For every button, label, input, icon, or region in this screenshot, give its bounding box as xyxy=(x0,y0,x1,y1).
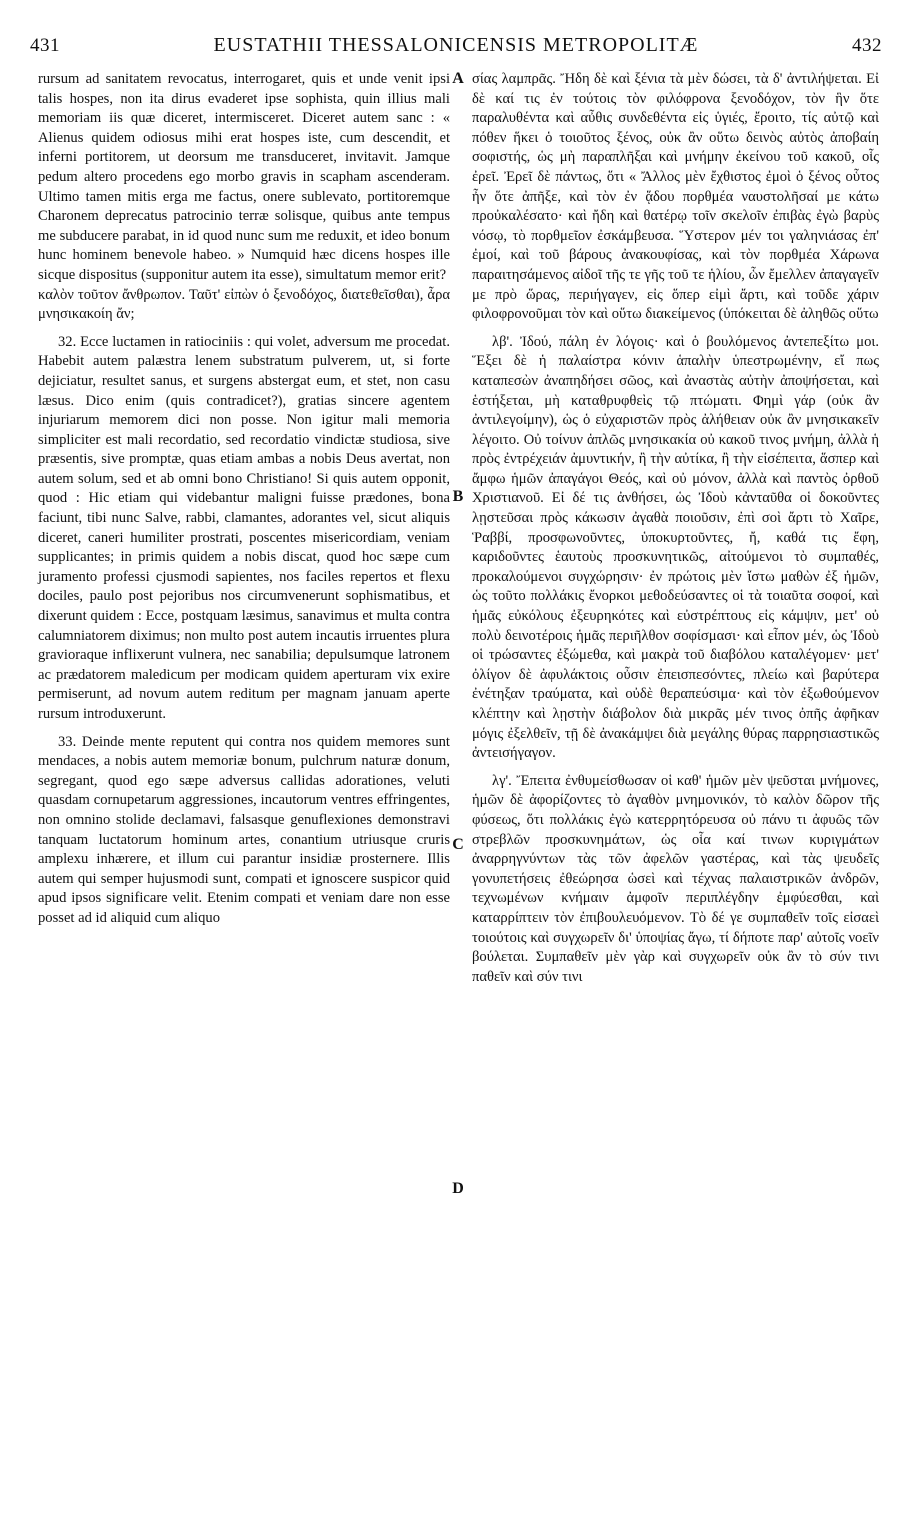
greek-paragraph-33: λγ'. Ἔπειτα ἐνθυμείσθωσαν οἱ καθ' ἡμῶν μὲν ψεῦσται μνήμονες, ἡμῶν δὲ ἀφορίζοντες τὸ ἀγαθὸν μνημονικόν, τὸ καλὸν δῶρον τῆς φύσεως, ὅτι πολλάκις ἐγὼ κατερρητόρευσα οὐ πάνυ τι ἀφυῶς τῶν στρεβλῶν προσκυνημάτων, ὡς οἷα καί τινων κυριγμάτων ἀναρρηγνύντων τὰς τῶν ἀφελῶν γαστέρας, καὶ τὰς ψευδεῖς γονυπετήσεις ἐθεώρησα ὡσεὶ καὶ τέχνας παλαιστρικῶν ἀνδρῶν, τεχνωμένων κνήμαιν ἀμφοῖν περιπλέγδην ἐμφύεσθαι, καὶ καταρρίπτειν τὸν ἐπιβουλευόμενον. Τὸ δέ γε συμπαθεῖν τοῖς εἰσαεὶ τοιούτοις καὶ συγχωρεῖν δι' ὑποψίας ἄγω, τί δήποτε παρ' αὐτοῖς νοεῖν βούλεται. Συμπαθεῖν μὲν γὰρ καὶ συγχωρεῖν οὐκ ἂν τὸ σύν τινι παθεῖν καὶ σύν τινι xyxy=(472,772,879,985)
greek-paragraph-32: λβ'. Ἰδού, πάλη ἐν λόγοις· καὶ ὁ βουλόμενος ἀντεπεξίτω μοι. Ἕξει δὲ ἡ παλαίστρα κόνιν ἁπαλὴν ὑπεστρωμένην, εἴ πως καταπεσὼν ἀναπηδήσει σῶος, καὶ ἀναστὰς αὐτὴν ἀποψήσεται, καὶ ἑστήξεται, μὴ καταθρυφθεὶς τῷ πτώματι. Φημὶ γάρ (οὐκ ἂν ἀντιλεγοίμην), ὡς ὁ εὐχαριστῶν πρὸς ἀλήθειαν οὐκ ἂν μνησικακεῖν λέγοιτο. Οὐ τοίνυν ἁπλῶς μνησικακία οὐ κακοῦ τινος μνήμη, ἀλλὰ ἡ πρὸς ἐντρέχειάν ἀμυντικήν, ἢ τὴν αὐτίκα, ἢ τὴν εἰσέπειτα, ἅσπερ καὶ ἄμφω ἡμῶν ἀπαγάγοι Θεός, καὶ οὐ μόνον, ἀλλὰ καὶ παντὸς ὀρθοῦ Χριστιανοῦ. Εἰ δέ τις ἀνθήσει, ὡς Ἰδοὺ κἀνταῦθα οἱ δοκοῦντες λῃστεῦσαι πρὸς κάκωσιν ἀγαθὰ ποιοῦσιν, ἐπὶ σοὶ ἄρτι τὸ Χαῖρε, Ῥαββί, προσφωνοῦντες, ὑποκυρτοῦντες, ἤ, καθά τις ἔφη, καριδοῦντες ἑαυτοὺς προσκυνητικῶς, αἰτούμενοι τὸ συμπαθές, προκαλούμενοι συγχώρησιν· ἐν πρώτοις μὲν ἴστω μαθὼν ἐξ ἡμῶν, ὡς τοῦτο πολλάκις ἔνορκοι μεθοδεύσαντες οἱ τὰ τοιαῦτα σοφοί, καὶ ἡμᾶς εὐκόλους ἐξευρηκότες καὶ εὐστρέπτους εἰς κάμψιν, μετ' οὐ πολὺ δεινοτέροις ἡμᾶς περιῆλθον σοφίσμασι· καὶ εἶπον μέν, ὡς Ἰδοὺ οἱ τρώσαντες ἐξώμεθα, καὶ μακρὰ τοῦ διαβόλου καταλέγομεν· μετ' ὀλίγον δὲ ἀφυλάκτοις οὖσιν ἐπεισπεσόντες, πλείω καὶ βαρύτερα ἐνέτηξαν τραύματα, καὶ οὐδὲ θεραπεύσιμα· καὶ τὸν ἐξωθούμενον κλέπτην καὶ λῃστὴν διάβολον διὰ μικρᾶς μέν τινος ὀπῆς ἀφῆκαν μόγις ἐξελθεῖν, τῇ δὲ ἀνακάμψει διὰ μεγάλης θύρας παρρησιαστικῶς ἀντεισήγαγον. xyxy=(472,333,879,762)
page-number-left: 431 xyxy=(30,35,60,56)
margin-marker-b: B xyxy=(452,488,464,505)
latin-paragraph-33: 33. Deinde mente reputent qui contra nos quidem memores sunt mendaces, a nobis autem memoriæ bonum, pulchrum naturæ donum, segregant, quod ego sæpe adversus callidas adorationes, veluti quasdam cornupetarum aggressiones, incautorum ventres effringentes, non omnino stolide declamavi, falsasque genuflexiones demonstravi tanquam luctatorum hominum artes, conantium utriusque cruris amplexu inhærere, et illum cui parantur insidiæ prosternere. Illis autem qui semper hujusmodi sunt, compati et ignoscere suspicor quid apud ipsos significare velit. Etenim compati et veniam dare non esse posset ad id aliquid cum aliquo xyxy=(38,733,450,926)
latin-column xyxy=(38,70,450,929)
latin-paragraph-31: rursum ad sanitatem revocatus, interrogaret, quis et unde venit ipsi talis hospes, non ita dirus evaderet ipse sophista, quin illius mali memoriam iis quæ diceret, intermisceret. Diceret autem sanc : « Alienus quidem odiosus mihi erat hospes iste, cum descendit, et inferni portitorem, ut deorsum me transduceret, invitavit. Jamque pedum altero procedens ego morbo gravis in scapham ascenderam. Ultimo tamen mitis erga me factus, onere sublevato, portitoremque Charonem deprecatus patrocinio terræ solisque, quibus ante tempus me subducere parabat, in id quod nunc sum me reduxit, et ideo bonum hunc hominem benevole habeo. » Numquid hæc dicens hospes ille sicque dispositus (supponitur autem ita esse), simultatum memor erit? xyxy=(38,71,450,283)
greek-overflow-line: καλὸν τοῦτον ἄνθρωπον. Ταῦτ' εἰπὼν ὁ ξενοδόχος, διατεθεῖσθαι), ἆρα μνησικακοίη ἄν; xyxy=(38,286,450,323)
margin-marker-d: D xyxy=(452,1180,464,1197)
margin-marker-a: A xyxy=(452,70,464,87)
running-title: EUSTATHII THESSALONICENSIS METROPOLITÆ xyxy=(213,34,699,56)
greek-paragraph-31: σίας λαμπρᾶς. Ἤδη δὲ καὶ ξένια τὰ μὲν δώσει, τὰ δ' ἀντιλήψεται. Εἰ δὲ καί τις ἐν τούτοις τὸν φιλόφρονα ξενοδόχον, τὸν ἣν ὅτε παραλυθέντα καὶ αὖθις συνδεθέντα εἰς ὑγιές, ἔροιτο, τίς αὐτῷ καὶ πόθεν ἥκει ὁ τοιοῦτος ξένος, οὐκ ἂν οὕτω δεινὸς αὐτὸς ἀποβαίη σοφιστής, ὡς μὴ παραπλῆξαι καὶ μνήμην ἐκείνου τοῦ κακοῦ, οἷς ἐρεῖ. Ἐρεῖ δὲ πάντως, ὅτι « Ἄλλος μὲν ἔχθιστος ἐμοὶ ὁ ξένος οὗτος ἦν ὅτε ἀπῆξε, καὶ τὸν ἐν ᾅδου πορθμέα ναυστολῆσαί με κάτω προὐκαλέσατο· καὶ ἤδη καὶ θατέρῳ τοῖν σκελοῖν ἐπιβὰς ἐγὼ βαρὺς νόσῳ, τὸ πορθμεῖον ἐσκάμβευσα. Ὕστερον μέν τοι γαληνιάσας ἐπ' ἐμοί, καὶ τοῦ βάρους ἀνακουφίσας, καὶ τὸν πορθμέα Χάρωνα παραιτησάμενος αἰδοῖ τῆς τε γῆς τοῦ τε ἡλίου, ὧν ἔμελλεν ἀπαγαγεῖν με πρὸ ὥρας, περιήγαγεν, εἰς ὅπερ εἰμὶ ἄρτι, καὶ τοῦδε χάριν φιλοφρονοῦμαι τὸν καὶ οὕτω διακείμενος (ὑπόκειται δὲ ἀληθῶς οὕτω xyxy=(472,71,879,323)
greek-column xyxy=(472,70,879,987)
margin-marker-c: C xyxy=(452,836,464,853)
page-number-right: 432 xyxy=(852,35,882,56)
latin-paragraph-32: 32. Ecce luctamen in ratiociniis : qui volet, adversum me procedat. Habebit autem palæstra lenem substratum pulverem, ut, si forte dejiciatur, resultet sanus, et surgens abstergat eum, et stet, non casu læsus. Dico enim (quis contradicet?), gratias sincere agentem injuriarum memorem dici non posse. Non igitur mali memoria simpliciter est mali recordatio, sed recordatio vindictæ studiosa, sive præsentis, sive promptæ, quas etiam ambas a nobis Deus avertat, non autem solum, sed et ab omni bono Christiano! Si quis autem opponit, quod : Hic etiam qui videbantur maligni fuisse prædones, bona faciunt, tibi nunc Salve, rabbi, clamantes, adorantes vel, sicut aliquis diceret, caneri humiliter prostrati, poscentes misericordiam, veniam supplicantes; in primis quidem a nobis discat, quod hoc sæpe cum juramento professi cjusmodi sapientes, nos faciles repertos et flexu dociles, paulo post pejoribus nos circumvenerunt sophismatibus, et dixerunt quidem : Ecce, postquam læsimus, sanavimus et multa contra calumniatorem diximus; non multo post autem incautis irruentes plura gravioraque inflixerunt vulnera, nec sanabilia; depulsumque latronem ac prædatorem maledicum per modicam quidem aperturam vix exire permiserunt, ad novum autem reditum per magnam januam aperte rursum introduxerunt. xyxy=(38,333,450,722)
running-header xyxy=(30,34,882,62)
